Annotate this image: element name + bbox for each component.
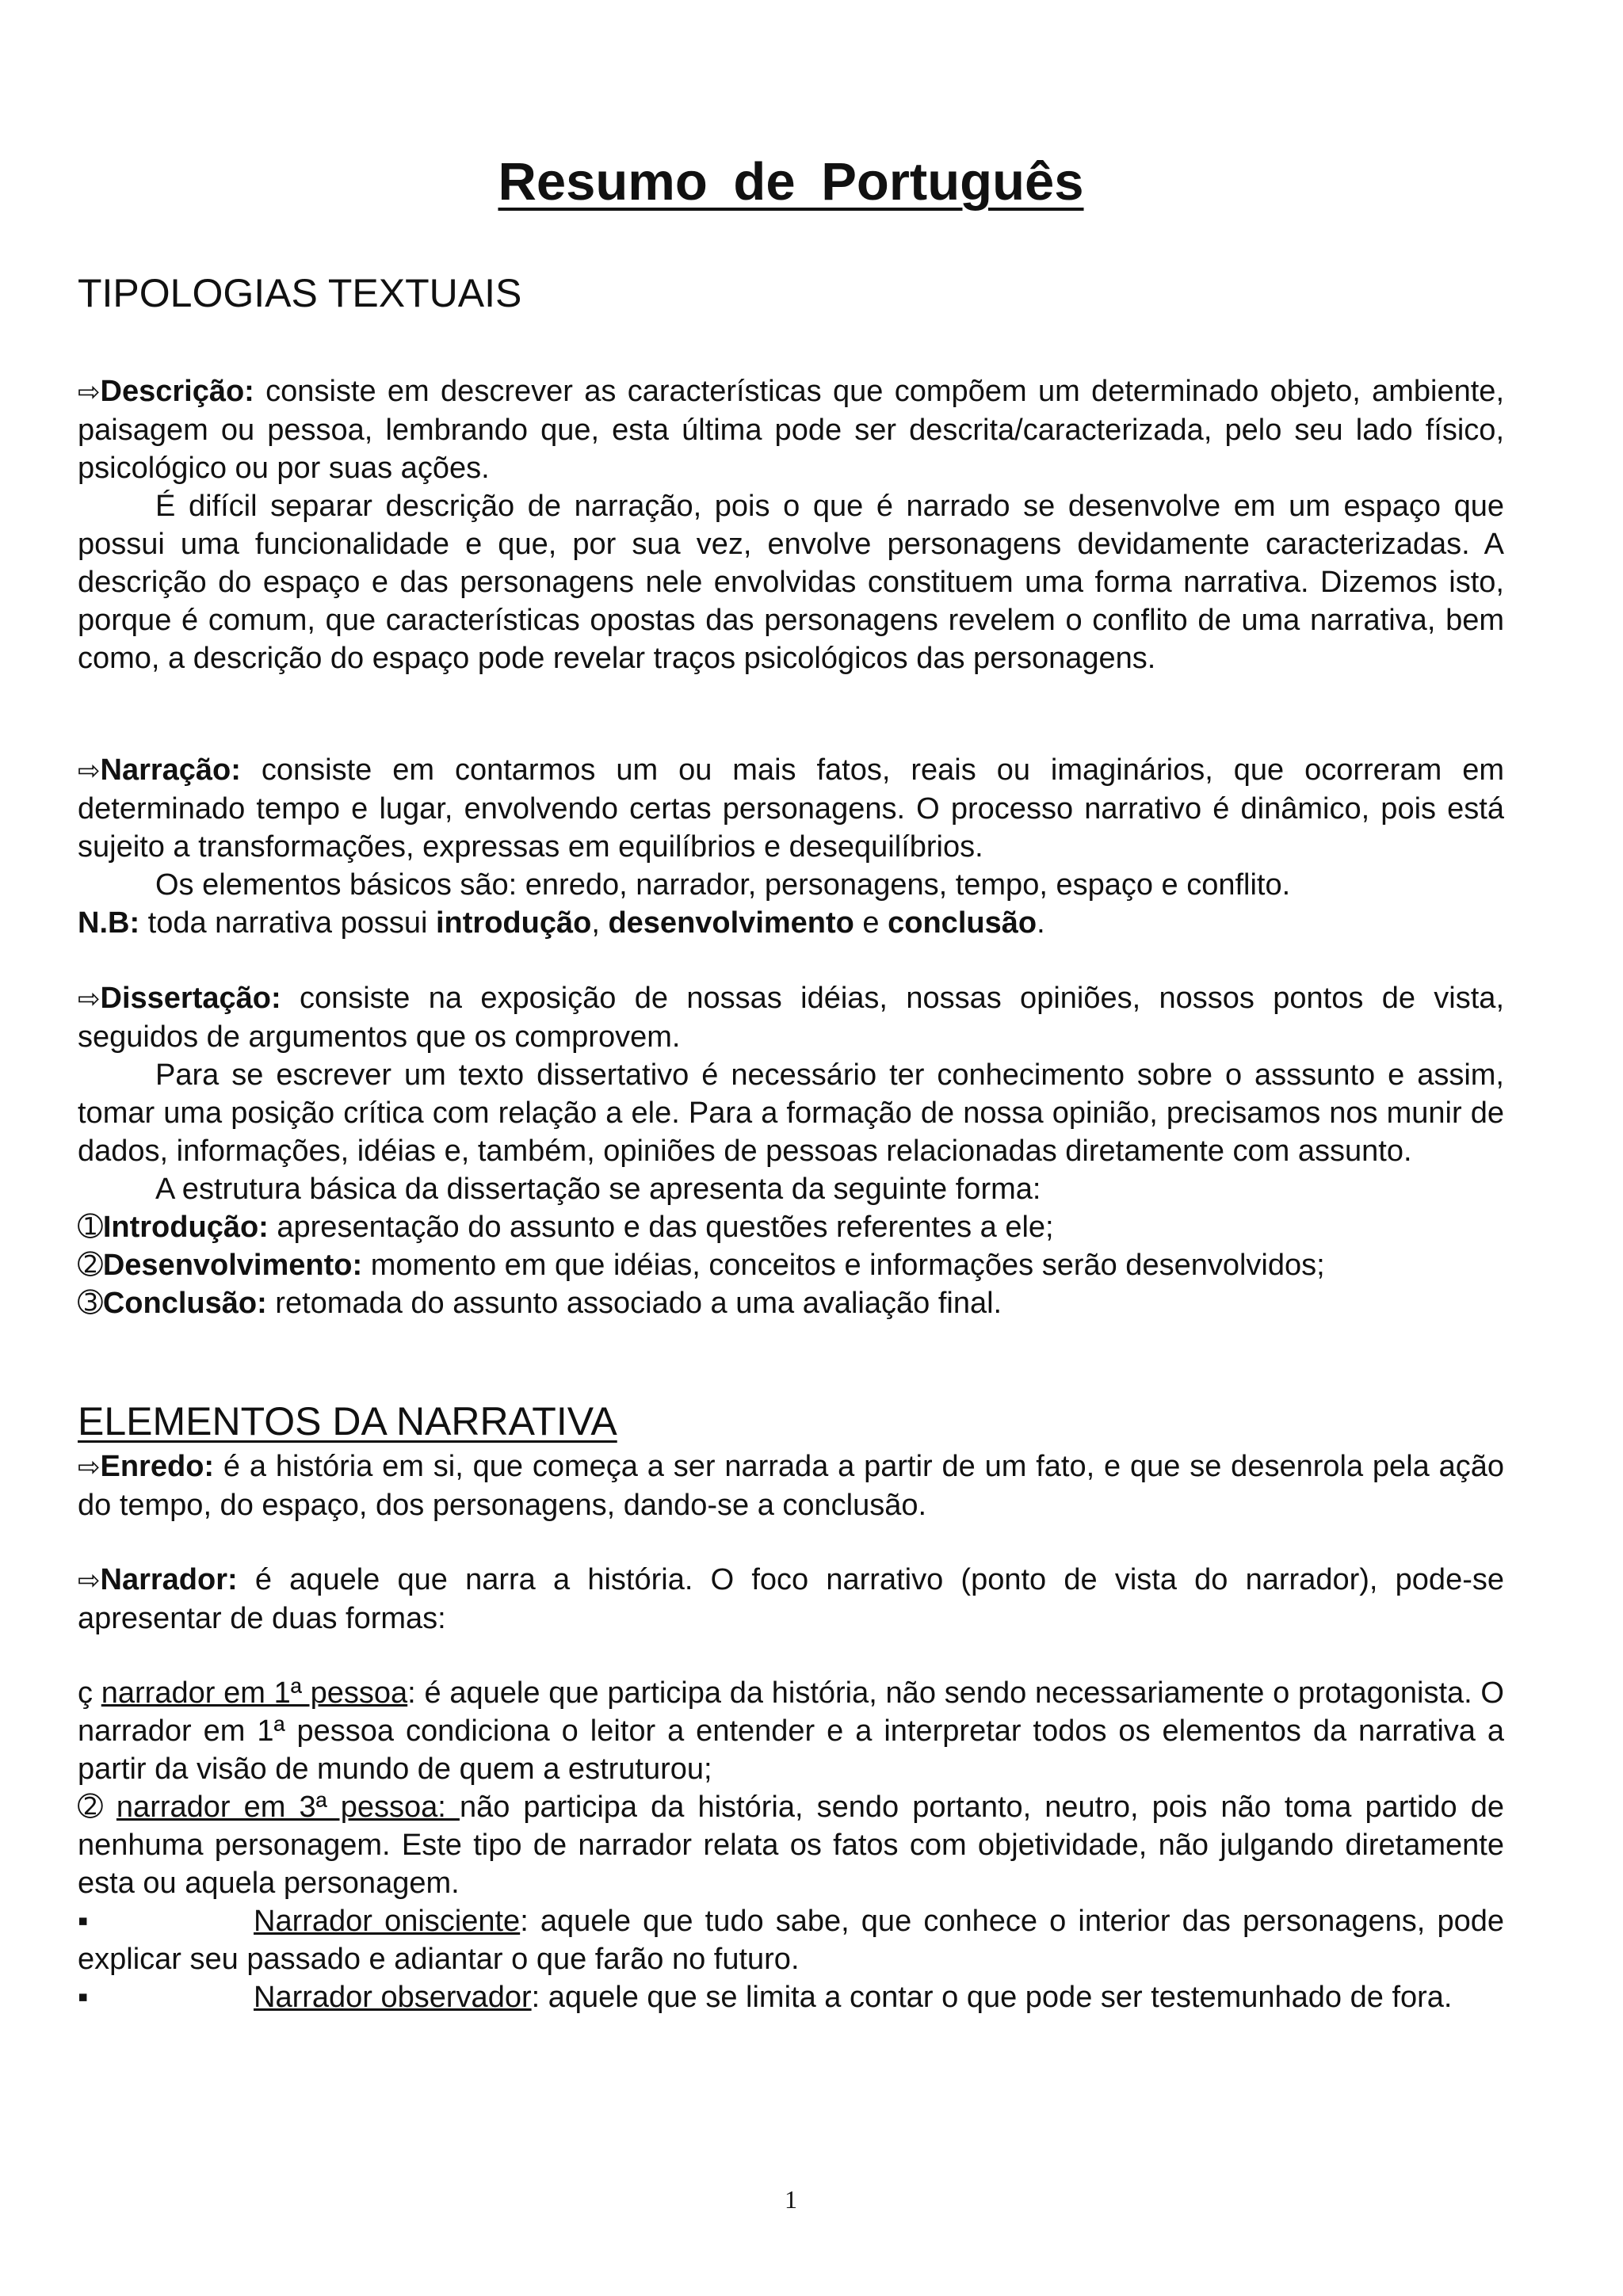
nota-bene xyxy=(78,904,1504,942)
term-dissertacao: Dissertação: xyxy=(100,982,281,1015)
paragraph-descricao xyxy=(78,372,1504,677)
arrow-icon: ⇨ xyxy=(78,1452,101,1482)
narrador-terceira-label: narrador em 3ª pessoa: xyxy=(116,1791,460,1824)
narrador-text: é aquele que narra a história. O foco narrativo (ponto de vista do narrador), pode-se apresentar de duas formas: xyxy=(78,1563,1504,1635)
circled-three-icon: ➂ xyxy=(78,1287,103,1320)
circled-two-icon: ➁ xyxy=(78,1791,103,1824)
page-title: Resumo de Português xyxy=(498,152,1084,212)
item-text: apresentação do assunto e das questões referentes a ele; xyxy=(268,1211,1054,1244)
nb-desenvolvimento: desenvolvimento xyxy=(608,906,854,940)
arrow-icon: ⇨ xyxy=(78,377,101,407)
descricao-paragraph-2: É difícil separar descrição de narração, pois o que é narrado se desenvolve em um espaço que possui uma funcionalidade e que, por sua vez, envolve personagens devidamente caracterizadas. A descrição do espaço e das personagens nele envolvidas constituem uma forma narrativa. Dizemos isto, porque é comum, que características opostas das personagens revelem o conflito de uma narrativa, bem como, a descrição do espaço pode revelar traços psicológicos das personagens. xyxy=(78,490,1504,675)
bullet-icon: ç xyxy=(78,1676,93,1710)
enredo-text: é a história em si, que começa a ser narrada a partir de um fato, e que se desenrola pela ação do tempo, do espaço, dos personagens, dando-se a conclusão. xyxy=(78,1450,1504,1522)
arrow-icon: ⇨ xyxy=(78,756,101,786)
nb-text: toda narrativa possui xyxy=(139,906,436,940)
narrador-onisciente-text: : aquele que tudo sabe, que conhece o interior das personagens, pode explicar seu passado e adiantar o que farão no futuro. xyxy=(78,1905,1504,1976)
list-item xyxy=(78,1978,1504,2016)
square-bullet-icon: ▪ xyxy=(78,1981,89,2014)
term-narracao: Narração: xyxy=(100,753,241,787)
paragraph-enredo xyxy=(78,1447,1504,1524)
paragraph-narrador xyxy=(78,1561,1504,1638)
list-item xyxy=(78,1284,1504,1322)
nb-sep: e xyxy=(854,906,888,940)
list-item xyxy=(78,1246,1504,1284)
square-bullet-icon: ▪ xyxy=(78,1905,89,1938)
list-item xyxy=(78,1674,1504,1788)
section-heading-tipologias: TIPOLOGIAS TEXTUAIS xyxy=(78,271,522,315)
nb-end: . xyxy=(1037,906,1045,940)
page-number: 1 xyxy=(785,2185,797,2214)
paragraph-narracao xyxy=(78,751,1504,942)
item-text: momento em que idéias, conceitos e informações serão desenvolvidos; xyxy=(362,1249,1325,1282)
arrow-icon: ⇨ xyxy=(78,984,101,1014)
item-label: Introdução: xyxy=(102,1211,269,1244)
paragraph-dissertacao xyxy=(78,979,1504,1322)
dissertacao-paragraph-2: Para se escrever um texto dissertativo é necessário ter conhecimento sobre o asssunto e assim, tomar uma posição crítica com relação a ele. Para a formação de nossa opinião, precisamos nos munir de dados, informações, idéias e, também, opiniões de pessoas relacionadas diretamente com assunto. xyxy=(78,1058,1504,1168)
descricao-text: consiste em descrever as características que compõem um determinado objeto, ambiente, paisagem ou pessoa, lembrando que, esta última pode ser descrita/caracterizada, pelo seu lado físico, psicológico ou por suas ações. xyxy=(78,375,1504,485)
document-page xyxy=(78,0,1504,2296)
narrador-onisciente-label: Narrador onisciente xyxy=(254,1905,521,1938)
nb-conclusao: conclusão xyxy=(888,906,1037,940)
narrador-observador-label: Narrador observador xyxy=(254,1981,532,2014)
dissertacao-text: consiste na exposição de nossas idéias, nossas opiniões, nossos pontos de vista, seguidos de argumentos que os comprovem. xyxy=(78,982,1504,1054)
dissertacao-paragraph-3: A estrutura básica da dissertação se apresenta da seguinte forma: xyxy=(155,1173,1041,1206)
nb-sep: , xyxy=(591,906,609,940)
item-label: Desenvolvimento: xyxy=(102,1249,363,1282)
nb-introducao: introdução xyxy=(436,906,592,940)
item-text: retomada do assunto associado a uma avaliação final. xyxy=(266,1287,1002,1320)
item-label: Conclusão: xyxy=(102,1287,267,1320)
term-enredo: Enredo: xyxy=(100,1450,215,1483)
circled-two-icon: ➁ xyxy=(78,1249,103,1282)
term-narrador: Narrador: xyxy=(100,1563,238,1596)
narrador-observador-text: : aquele que se limita a contar o que pode ser testemunhado de fora. xyxy=(531,1981,1453,2014)
circled-one-icon: ➀ xyxy=(78,1211,103,1244)
narracao-paragraph-2: Os elementos básicos são: enredo, narrador, personagens, tempo, espaço e conflito. xyxy=(155,868,1291,902)
section-heading-elementos: ELEMENTOS DA NARRATIVA xyxy=(78,1399,617,1444)
narracao-text: consiste em contarmos um ou mais fatos, reais ou imaginários, que ocorreram em determinado tempo e lugar, envolvendo certas personagens. O processo narrativo é dinâmico, pois está sujeito a transformações, expressas em equilíbrios e desequilíbrios. xyxy=(78,753,1504,864)
narrador-types xyxy=(78,1674,1504,2016)
narrador-primeira-text: : é aquele que participa da história, não sendo necessariamente o protagonista. O narrador em 1ª pessoa condiciona o leitor a entender e a interpretar todos os elementos da narrativa a partir da visão de mundo de quem a estruturou; xyxy=(78,1676,1504,1786)
arrow-icon: ⇨ xyxy=(78,1566,101,1596)
list-item xyxy=(78,1902,1504,1978)
term-descricao: Descrição: xyxy=(100,375,254,408)
nb-label: N.B: xyxy=(78,906,140,940)
narrador-terceira-text: não participa da história, sendo portanto, neutro, pois não toma partido de nenhuma personagem. Este tipo de narrador relata os fatos com objetividade, não julgando diretamente esta ou aquela personagem. xyxy=(78,1791,1504,1900)
narrador-primeira-label: narrador em 1ª pessoa xyxy=(101,1676,408,1710)
list-item xyxy=(78,1208,1504,1246)
list-item xyxy=(78,1788,1504,1902)
